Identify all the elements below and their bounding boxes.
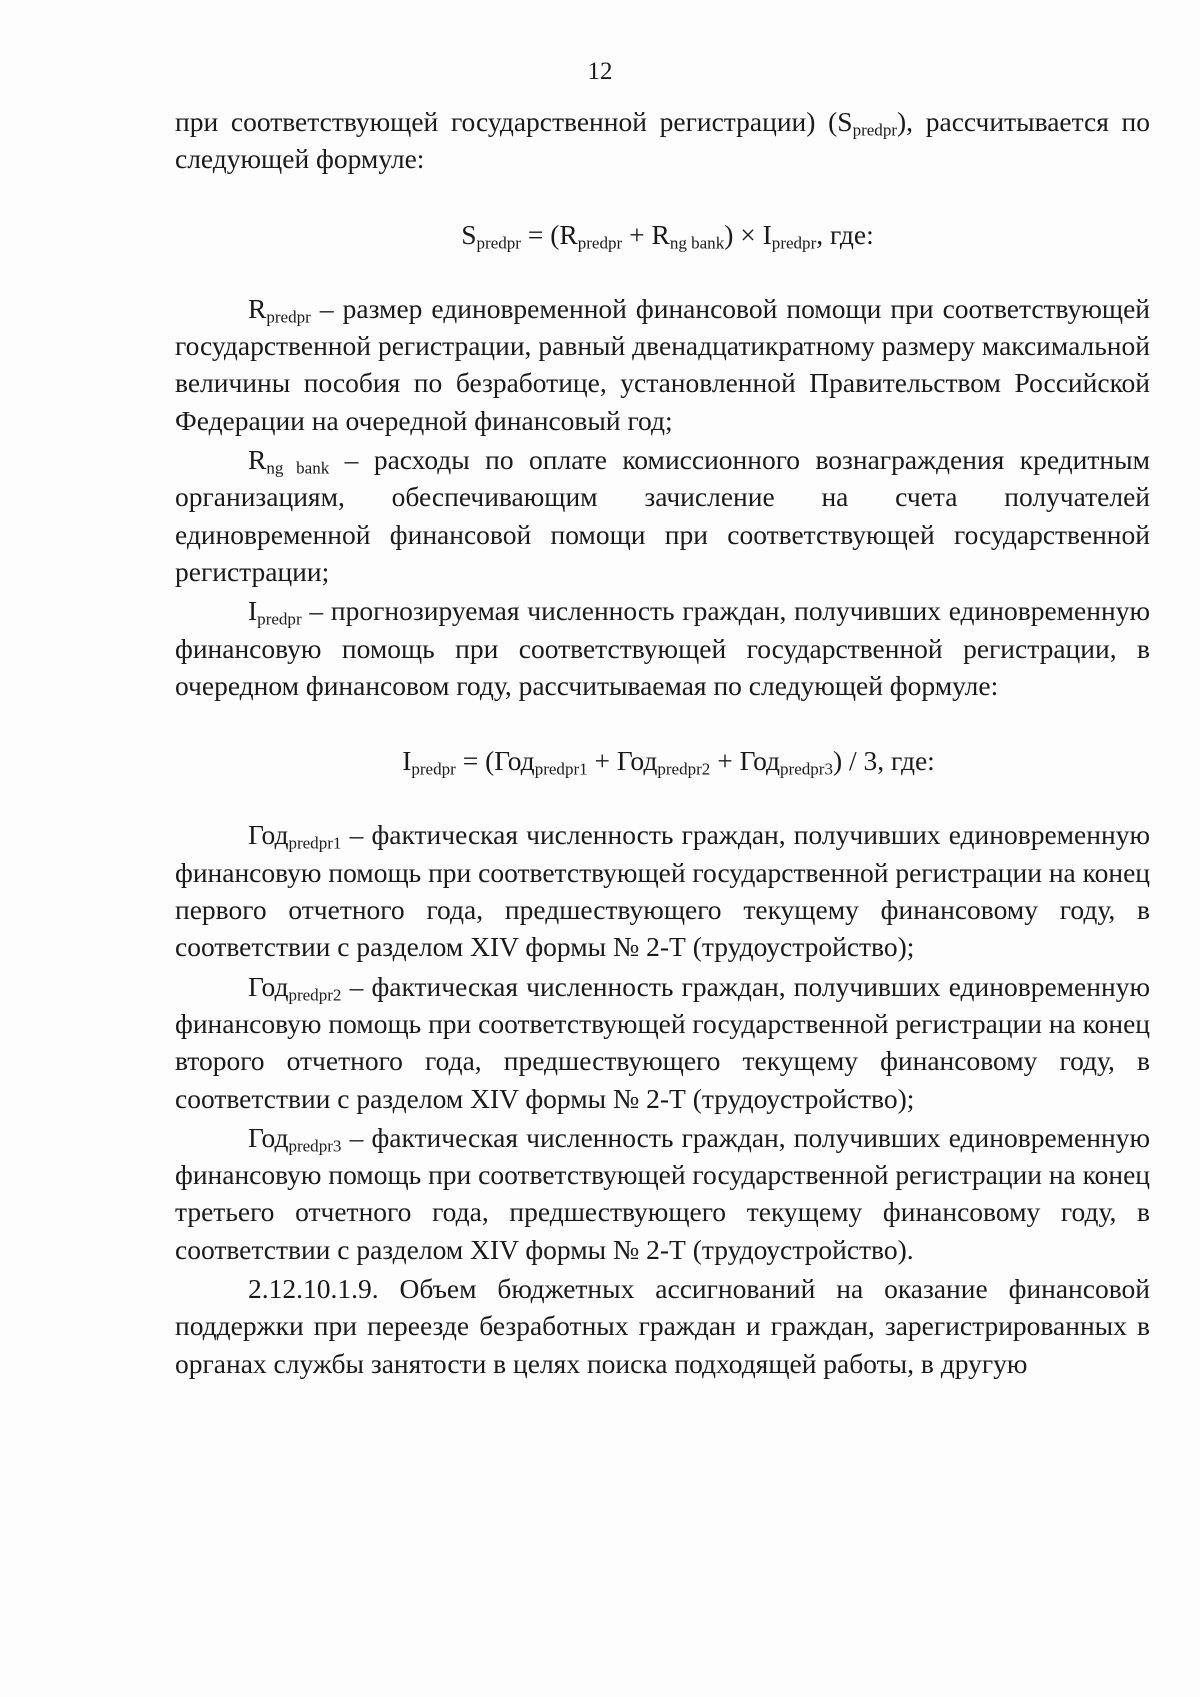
definition-r-ng-bank xyxy=(175,441,1150,590)
definition-r-predpr xyxy=(175,290,1150,439)
intro-text-pre: при соответствующей государственной регистрации) (S xyxy=(175,106,853,137)
formula2-i-sub: predpr xyxy=(411,759,456,779)
formula-i-predpr xyxy=(175,742,1150,779)
section-2-12-10-1-9: 2.12.10.1.9. Объем бюджетных ассигнований на оказание финансовой поддержки при переезде безработных граждан и граждан, зарегистрированных в органах службы занятости в целях поиска подходящей работы, в другую xyxy=(175,1273,1150,1379)
intro-text-post: ), рассчитывается по следующей формуле: xyxy=(175,106,1150,175)
formula1-eq: = (R xyxy=(520,218,578,250)
formula2-plus2: + Год xyxy=(710,745,781,777)
formula2-eq: = (Год xyxy=(455,745,535,777)
formula1-s: S xyxy=(461,218,477,250)
def-g3-subscript: predpr3 xyxy=(288,1136,342,1156)
def-g3-text: – фактическая численность граждан, получивших единовременную финансовую помощь при соответствующей государственной регистрации на конец третьего отчетного года, предшествующего текущему финансовому году, в соответствии с разделом XIV формы № 2-Т (трудоустройство). xyxy=(175,1121,1150,1265)
formula2-g1-sub: predpr1 xyxy=(534,759,588,779)
page-number: 12 xyxy=(587,58,613,85)
formula1-rng-sub: ng bank xyxy=(669,232,725,252)
def-g2-symbol: Год xyxy=(248,970,289,1002)
definition-god-predpr2 xyxy=(175,968,1150,1117)
def-rng-text: – расходы по оплате комиссионного вознаграждения кредитным организациям, обеспечивающим зачисление на счета получателей единовременной финансовой помощи при соответствующей государственной регистрации; xyxy=(175,444,1150,587)
formula1-i-sub: predpr xyxy=(771,232,817,252)
def-g1-subscript: predpr1 xyxy=(288,833,342,853)
def-i-symbol: I xyxy=(248,595,258,627)
formula2-tail: ) / 3, где: xyxy=(833,745,935,777)
formula1-times: ) × I xyxy=(724,218,772,250)
formula1-s-sub: predpr xyxy=(476,232,521,252)
def-g1-text: – фактическая численность граждан, получивших единовременную финансовую помощь при соответствующей государственной регистрации на конец первого отчетного года, предшествующего текущему финансовому году, в соответствии с разделом XIV формы № 2-Т (трудоустройство); xyxy=(175,819,1150,963)
def-g3-symbol: Год xyxy=(248,1121,289,1153)
def-i-subscript: predpr xyxy=(257,609,302,629)
definition-god-predpr3 xyxy=(175,1119,1150,1268)
formula2-i: I xyxy=(402,745,412,777)
formula-s-predpr xyxy=(175,216,1150,253)
intro-subscript: predpr xyxy=(852,120,898,140)
formula1-plus: + R xyxy=(622,218,670,250)
def-r-subscript: predpr xyxy=(266,307,311,327)
def-rng-symbol: R xyxy=(248,444,267,476)
formula1-tail: , где: xyxy=(816,218,874,250)
document-body xyxy=(175,103,1150,1382)
formula1-r-sub: predpr xyxy=(577,232,623,252)
formula2-g2-sub: predpr2 xyxy=(657,759,711,779)
def-i-text: – прогнозируемая численность граждан, получивших единовременную финансовую помощь при соответствующей государственной регистрации, в очередном финансовом году, рассчитываемая по следующей формуле: xyxy=(175,595,1150,701)
intro-paragraph xyxy=(175,103,1150,178)
formula2-g3-sub: predpr3 xyxy=(780,759,833,779)
definition-god-predpr1 xyxy=(175,816,1150,965)
def-rng-subscript: ng bank xyxy=(266,458,330,478)
def-g1-symbol: Год xyxy=(248,819,289,851)
def-r-symbol: R xyxy=(248,292,267,324)
def-g2-text: – фактическая численность граждан, получивших единовременную финансовую помощь при соответствующей государственной регистрации на конец второго отчетного года, предшествующего текущему финансовому году, в соответствии с разделом XIV формы № 2-Т (трудоустройство); xyxy=(175,970,1150,1114)
definition-i-predpr xyxy=(175,592,1150,704)
def-g2-subscript: predpr2 xyxy=(288,984,342,1004)
formula2-plus1: + Год xyxy=(587,745,658,777)
def-r-text: – размер единовременной финансовой помощи при соответствующей государственной регистрации, равный двенадцатикратному размеру максимальной величины пособия по безработице, установленной Правительством Российской Федерации на очередной финансовый год; xyxy=(175,292,1150,436)
